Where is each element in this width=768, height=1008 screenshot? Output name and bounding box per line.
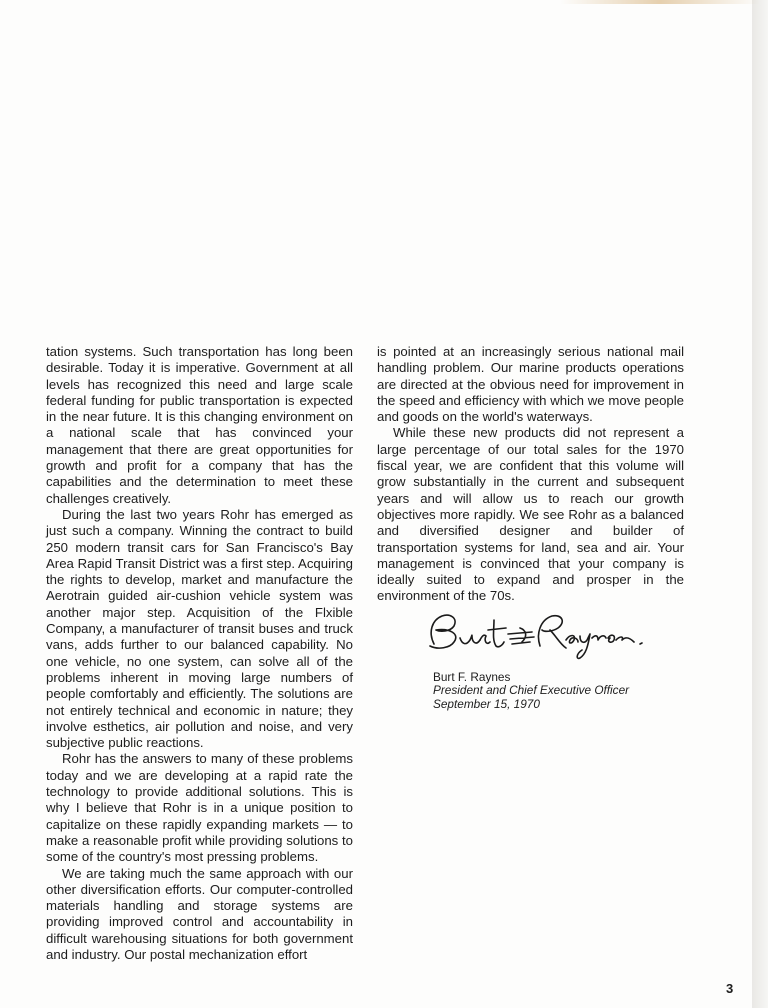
left-text-column: [46, 344, 353, 963]
signature-block: [433, 671, 629, 711]
left-paragraph-3: Rohr has the answers to many of these problems today and we are developing at a rapid rate the technology to provide additional solutions. This is why I believe that Rohr is in a unique position to capitalize on these rapidly expanding markets — to make a reasonable profit while providing solutions to some of the country's most pressing problems.: [46, 751, 353, 865]
left-paragraph-4: We are taking much the same approach with our other diversification efforts. Our computer-controlled materials handling and storage systems are providing improved control and accountability in difficult warehousing situations for both government and industry. Our postal mechanization effort: [46, 865, 353, 962]
right-paragraph-1: is pointed at an increasingly serious national mail handling problem. Our marine products operations are directed at the obvious need for improvement in the speed and efficiency with which we move people and goods on the world's waterways.: [377, 344, 684, 425]
right-paragraph-2: While these new products did not represent a large percentage of our total sales for the 1970 fiscal year, we are confident that this volume will grow substantially in the current and subsequent years and will allow us to reach our growth objectives more rapidly. We see Rohr as a balanced and diversified designer and builder of transportation systems for land, sea and air. Your management is convinced that your company is ideally suited to expand and prosper in the environment of the 70s.: [377, 425, 684, 604]
page-edge: [752, 0, 768, 1008]
left-paragraph-2: During the last two years Rohr has emerged as just such a company. Winning the contract to build 250 modern transit cars for San Francisco's Bay Area Rapid Transit District was a first step. Acquiring the rights to develop, market and manufacture the Aerotrain guided air-cushion vehicle system was another major step. Acquisition of the Flxible Company, a manufacturer of transit buses and truck vans, adds further to our balanced capability. No one vehicle, no one system, can solve all of the problems inherent in moving large numbers of people comfortably and efficiently. The solutions are not entirely technical and economic in nature; they involve esthetics, air pollution and noise, and very subjective public reactions.: [46, 506, 353, 751]
signer-title: President and Chief Executive Officer: [433, 683, 630, 698]
signer-name: Burt F. Raynes: [433, 670, 511, 684]
letter-date: September 15, 1970: [433, 696, 540, 711]
top-edge-tint: [560, 0, 760, 4]
right-text-column: [377, 344, 684, 605]
left-paragraph-1: tation systems. Such transportation has long been desirable. Today it is imperative. Government at all levels has recognized this need and large scale federal funding for public transportation is expected in the near future. It is this changing environment on a national scale that has convinced your management that there are great opportunities for growth and profit for a company that has the capabilities and the determination to meet these challenges creatively.: [46, 344, 353, 506]
page-number: 3: [726, 981, 734, 996]
handwritten-signature: [420, 606, 655, 662]
